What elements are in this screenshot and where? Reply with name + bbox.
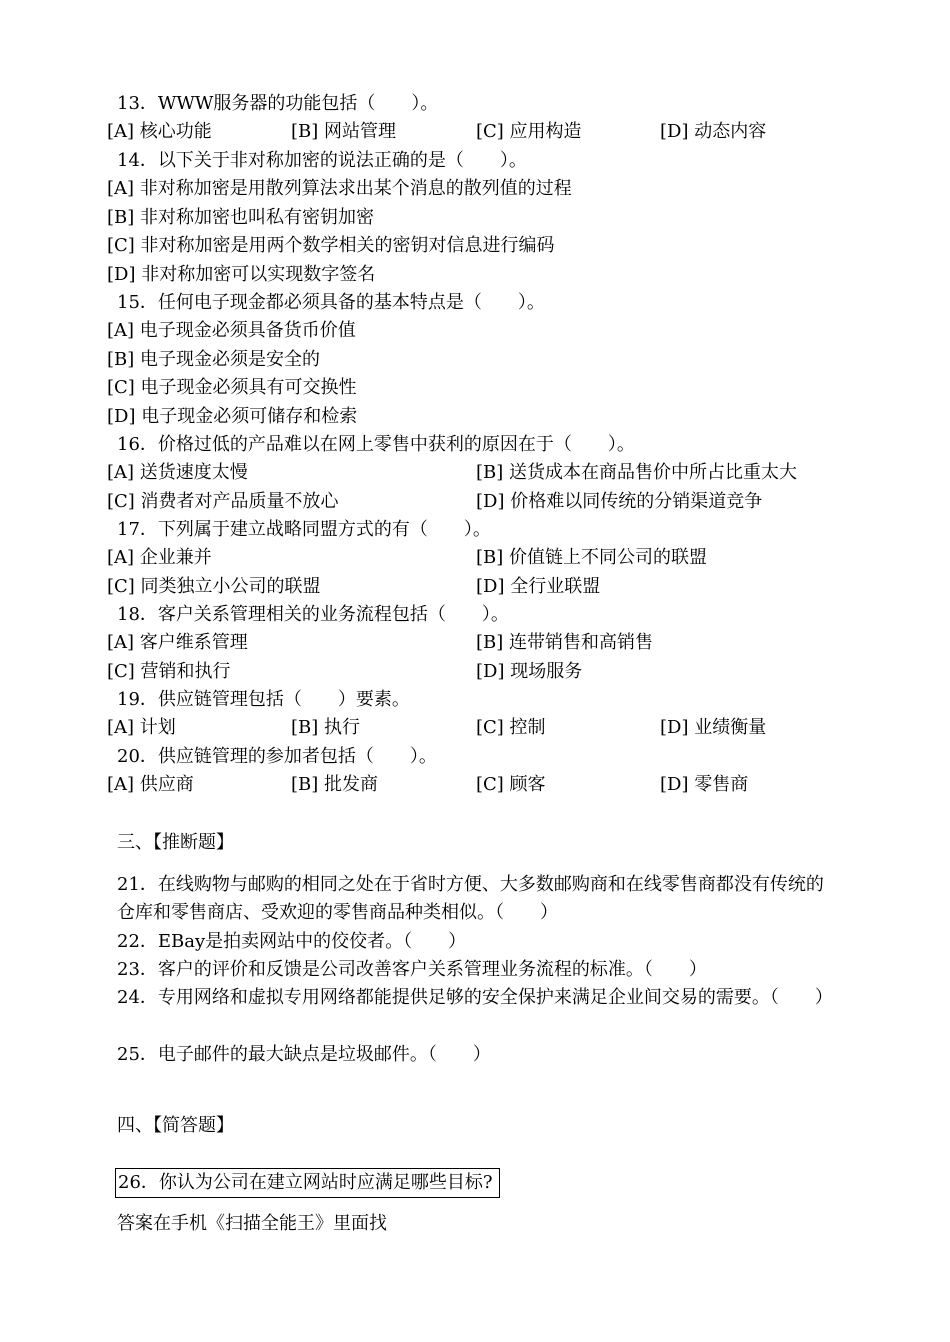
- statement-23: 23．客户的评价和反馈是公司改善客户关系管理业务流程的标准。（ ）: [117, 959, 707, 980]
- question-20: 20．供应链管理的参加者包括（ ）。: [117, 746, 437, 767]
- option-a: [A] 企业兼并: [107, 547, 212, 568]
- question-14: 14．以下关于非对称加密的说法正确的是（ ）。: [117, 150, 527, 171]
- option-a: [A] 核心功能: [107, 121, 212, 142]
- section-heading: 三、【推断题】: [117, 832, 234, 853]
- question-15: 15．任何电子现金都必须具备的基本特点是（ ）。: [117, 292, 545, 313]
- question-19: 19．供应链管理包括（ ）要素。: [117, 689, 410, 710]
- statement-22: 22．EBay是拍卖网站中的佼佼者。（ ）: [117, 931, 467, 952]
- question-18: 18．客户关系管理相关的业务流程包括（ ）。: [117, 604, 509, 625]
- option-b: [B] 批发商: [291, 774, 378, 795]
- statement-25: 25．电子邮件的最大缺点是垃圾邮件。（ ）: [117, 1044, 491, 1065]
- option-c: [C] 电子现金必须具有可交换性: [107, 377, 357, 398]
- option-d: [D] 全行业联盟: [476, 576, 601, 597]
- option-b: [B] 连带销售和高销售: [476, 632, 653, 653]
- option-d: [D] 电子现金必须可储存和检索: [107, 406, 358, 427]
- question-17: 17．下列属于建立战略同盟方式的有（ ）。: [117, 519, 491, 540]
- option-c: [C] 应用构造: [476, 121, 582, 142]
- question-13: 13．WWW服务器的功能包括（ ）。: [117, 93, 439, 114]
- option-b: [B] 电子现金必须是安全的: [107, 349, 320, 370]
- option-a: [A] 送货速度太慢: [107, 462, 248, 483]
- option-c: [C] 营销和执行: [107, 661, 231, 682]
- option-d: [D] 业绩衡量: [660, 717, 767, 738]
- option-a: [A] 计划: [107, 717, 176, 738]
- option-a: [A] 供应商: [107, 774, 194, 795]
- option-c: [C] 顾客: [476, 774, 546, 795]
- option-d: [D] 现场服务: [476, 661, 583, 682]
- option-a: [A] 非对称加密是用散列算法求出某个消息的散列值的过程: [107, 178, 572, 199]
- option-b: [B] 网站管理: [291, 121, 396, 142]
- option-a: [A] 客户维系管理: [107, 632, 248, 653]
- option-d: [D] 动态内容: [660, 121, 767, 142]
- section-heading: 四、【简答题】: [117, 1115, 234, 1136]
- statement-24: 24．专用网络和虚拟专用网络都能提供足够的安全保护来满足企业间交易的需要。（ ）: [117, 987, 833, 1008]
- question-26-box: 26．你认为公司在建立网站时应满足哪些目标?: [115, 1168, 500, 1198]
- option-c: [C] 控制: [476, 717, 546, 738]
- option-d: [D] 零售商: [660, 774, 749, 795]
- statement-21: 21．在线购物与邮购的相同之处在于省时方便、大多数邮购商和在线零售商都没有传统的仓库和零售商店、受欢迎的零售商品种类相似。（ ）: [117, 874, 824, 923]
- option-d: [D] 非对称加密可以实现数字签名: [107, 264, 376, 285]
- option-c: [C] 同类独立小公司的联盟: [107, 576, 321, 597]
- option-a: [A] 电子现金必须具备货币价值: [107, 320, 356, 341]
- option-b: [B] 非对称加密也叫私有密钥加密: [107, 207, 374, 228]
- option-b: [B] 执行: [291, 717, 360, 738]
- option-c: [C] 非对称加密是用两个数学相关的密钥对信息进行编码: [107, 235, 555, 256]
- question-16: 16．价格过低的产品难以在网上零售中获利的原因在于（ ）。: [117, 434, 635, 455]
- option-b: [B] 送货成本在商品售价中所占比重太大: [476, 462, 797, 483]
- option-d: [D] 价格难以同传统的分销渠道竞争: [476, 491, 763, 512]
- option-b: [B] 价值链上不同公司的联盟: [476, 547, 707, 568]
- answer-note: 答案在手机《扫描全能王》里面找: [117, 1213, 387, 1234]
- option-c: [C] 消费者对产品质量不放心: [107, 491, 339, 512]
